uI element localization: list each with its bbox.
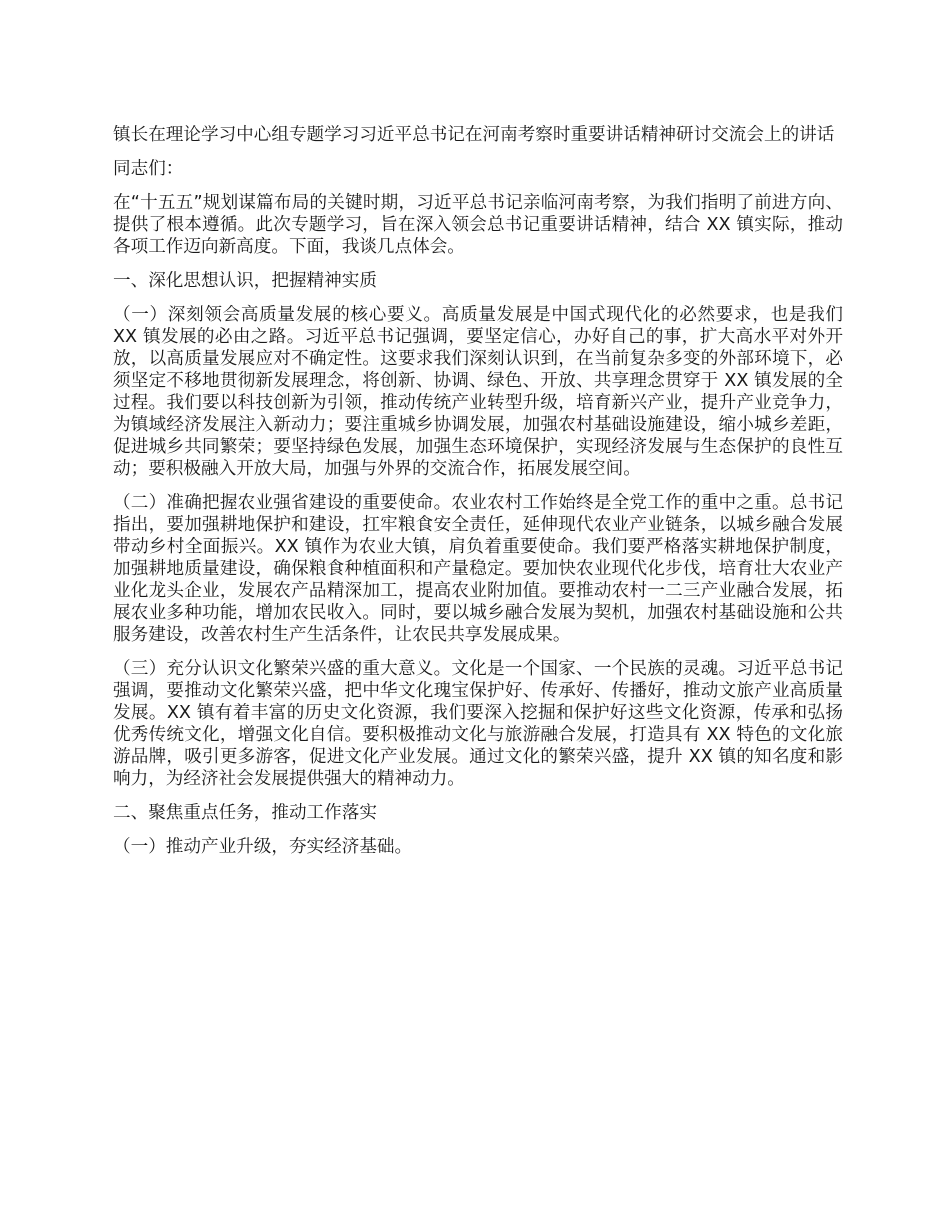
section-2-paragraph-1: （一）推动产业升级，夯实经济基础。 xyxy=(113,837,413,857)
section-1-paragraph-3: （三）充分认识文化繁荣兴盛的重大意义。文化是一个国家、一个民族的灵魂。习近平总书记强调，要推动文化繁荣兴盛，把中华文化瑰宝保护好、传承好、传播好，推动文旅产业高质量发展。XX 镇有着丰富的历史文化资源，我们要深入挖掘和保护好这些文化资源，传承和弘扬优秀传统文化，增强文化自信。要积极推动文化与旅游融合发展，打造具有 XX 特色的文化旅游品牌，吸引更多游客，促进文化产业发展。通过文化的繁荣兴盛，提升 XX 镇的知名度和影响力，为经济社会发展提供强大的精神动力。 xyxy=(113,659,843,789)
section-1-paragraph-2: （二）准确把握农业强省建设的重要使命。农业农村工作始终是全党工作的重中之重。总书记指出，要加强耕地保护和建设，扛牢粮食安全责任，延伸现代农业产业链条，以城乡融合发展带动乡村全面振兴。XX 镇作为农业大镇，肩负着重要使命。我们要严格落实耕地保护制度，加强耕地质量建设，确保粮食种植面积和产量稳定。要加快农业现代化步伐，培育壮大农业产业化龙头企业，发展农产品精深加工，提高农业附加值。要推动农村一二三产业融合发展，拓展农业多种功能，增加农民收入。同时，要以城乡融合发展为契机，加强农村基础设施和公共服务建设，改善农村生产生活条件，让农民共享发展成果。 xyxy=(113,493,843,645)
document-page xyxy=(113,124,843,870)
section-1-heading: 一、深化思想认识，把握精神实质 xyxy=(113,271,377,291)
intro-paragraph: 在“十五五”规划谋篇布局的关键时期，习近平总书记亲临河南考察，为我们指明了前进方向、提供了根本遵循。此次专题学习，旨在深入领会总书记重要讲话精神，结合 XX 镇实际，推动各项工作迈向新高度。下面，我谈几点体会。 xyxy=(113,193,843,257)
document-title: 镇长在理论学习中心组专题学习习近平总书记在河南考察时重要讲话精神研讨交流会上的讲话 xyxy=(113,125,835,145)
section-1-paragraph-1: （一）深刻领会高质量发展的核心要义。高质量发展是中国式现代化的必然要求，也是我们 XX 镇发展的必由之路。习近平总书记强调，要坚定信心，办好自己的事，扩大高水平对外开放，以高质量发展应对不确定性。这要求我们深刻认识到，在当前复杂多变的外部环境下，必须坚定不移地贯彻新发展理念，将创新、协调、绿色、开放、共享理念贯穿于 XX 镇发展的全过程。我们要以科技创新为引领，推动传统产业转型升级，培育新兴产业，提升产业竞争力，为镇域经济发展注入新动力；要注重城乡协调发展，加强农村基础设施建设，缩小城乡差距，促进城乡共同繁荣；要坚持绿色发展，加强生态环境保护，实现经济发展与生态保护的良性互动；要积极融入开放大局，加强与外界的交流合作，拓展发展空间。 xyxy=(113,305,843,479)
section-2-heading: 二、聚焦重点任务，推动工作落实 xyxy=(113,803,377,823)
salutation: 同志们： xyxy=(113,159,184,179)
